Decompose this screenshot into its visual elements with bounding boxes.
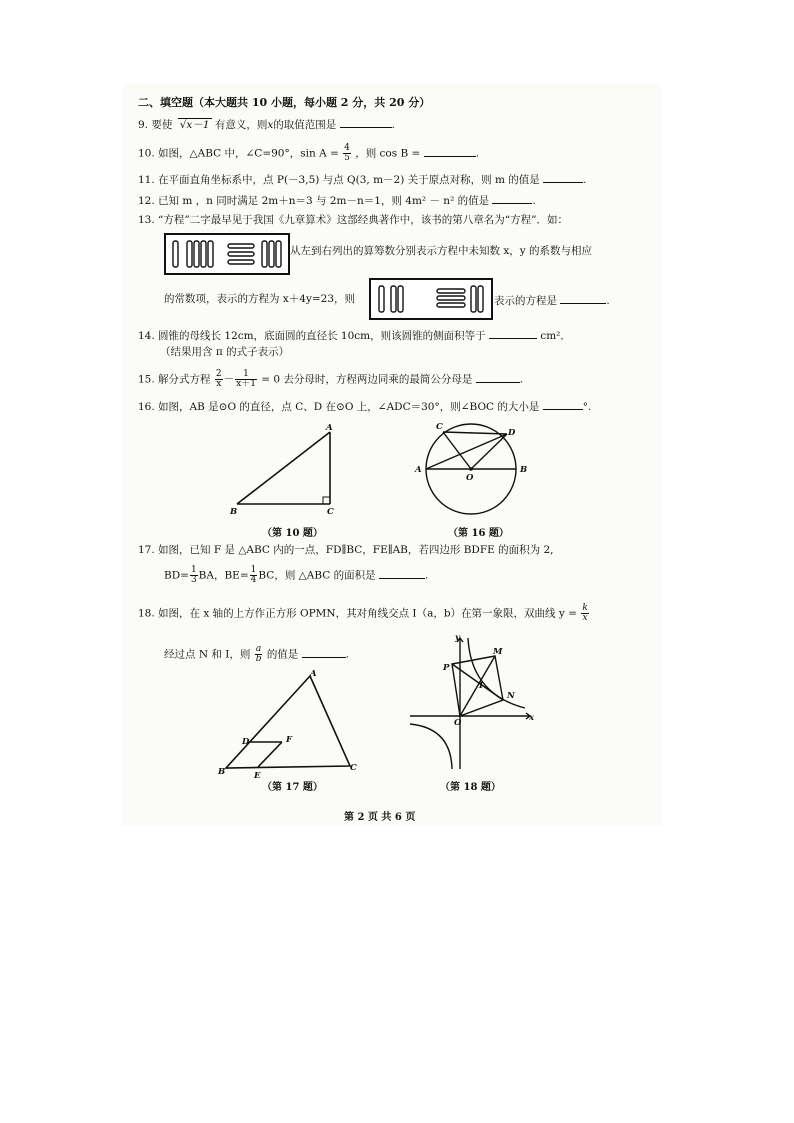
fig16-label-o: O <box>466 473 474 483</box>
answer-blank-13[interactable] <box>560 293 606 304</box>
figure-16 <box>412 420 537 520</box>
fig17-label-b: B <box>218 767 226 777</box>
figure-10-caption: （第 10 题） <box>262 528 323 539</box>
figure-17 <box>210 666 360 780</box>
figure-16-caption: （第 16 题） <box>448 528 509 539</box>
question-12: 12. 已知 m ，n 同时满足 2m＋n＝3 与 2m－n＝1，则 4m² － n² 的值是 . <box>138 195 536 207</box>
counting-rods-question-drawing <box>371 280 491 318</box>
fig17-label-e: E <box>254 771 261 781</box>
fig18-label-m: M <box>493 647 503 657</box>
question-13-line2: 从左到右列出的算筹数分别表示方程中未知数 x，y 的系数与相应 <box>290 245 593 257</box>
counting-rods-example <box>164 233 290 275</box>
answer-blank-12[interactable] <box>492 193 532 204</box>
question-13: 13. “方程”二字最早见于我国《九章算术》这部经典著作中，该书的第八章名为“方程”．如： <box>138 214 569 226</box>
fig10-label-b: B <box>230 507 238 517</box>
question-10: 10. 如图，△ABC 中，∠C=90°，sin A = $\frac{4}{5}$ ，则 cos B = . <box>138 143 480 163</box>
fig10-label-a: A <box>326 423 333 433</box>
counting-rods-question <box>369 278 493 320</box>
fig17-label-f: F <box>286 735 293 745</box>
answer-blank-14[interactable] <box>489 328 537 339</box>
fig18-label-n: N <box>507 691 515 701</box>
fig17-label-a: A <box>310 669 317 679</box>
counting-rods-example-drawing <box>166 235 288 273</box>
question-14-note: （结果用含 π 的式子表示） <box>160 346 290 358</box>
answer-blank-15[interactable] <box>476 372 520 383</box>
answer-blank-18[interactable] <box>302 647 346 658</box>
figure-18 <box>405 634 540 774</box>
question-15: 15. 解分式方程 $\frac{2}{x}$ － $\frac{1}{x+1}$ = 0 去分母时，方程两边同乘的最简公分母是 . <box>138 369 524 389</box>
question-18: 18. 如图，在 x 轴的上方作正方形 OPMN，其对角线交点 I（a，b）在第一象限，双曲线 y = $\frac{k}{x}$ <box>138 603 588 623</box>
figure-17-caption: （第 17 题） <box>262 782 323 793</box>
answer-blank-10[interactable] <box>424 146 476 157</box>
fig10-label-c: C <box>327 507 334 517</box>
fig18-label-x: x <box>529 713 535 723</box>
answer-blank-9[interactable] <box>340 117 392 128</box>
answer-blank-11[interactable] <box>543 172 583 183</box>
fig18-label-p: P <box>443 663 450 673</box>
question-17-line2: BD= $\frac{1}{3}$ BA，BE= $\frac{1}{4}$ BC，则 △ABC 的面积是 . <box>164 565 429 585</box>
fig17-label-d: D <box>242 737 250 747</box>
fig16-label-a: A <box>415 465 422 475</box>
fig18-label-i: I <box>479 681 483 691</box>
fig16-label-c: C <box>436 422 443 432</box>
fig16-label-d: D <box>508 428 516 438</box>
figure-18-caption: （第 18 题） <box>440 782 501 793</box>
question-13-line3a: 的常数项，表示的方程为 x＋4y=23，则 <box>164 293 356 305</box>
question-9: 9. 要使 √x－1 有意义，则x的取值范围是 . <box>138 119 395 131</box>
figure-10 <box>225 420 350 520</box>
question-14: 14. 圆锥的母线长 12cm，底面圆的直径长 10cm，则该圆锥的侧面积等于 cm²． <box>138 330 571 342</box>
question-16: 16. 如图，AB 是⊙O 的直径，点 C、D 在⊙O 上，∠ADC＝30°，则∠BOC 的大小是 °. <box>138 401 592 413</box>
fig17-label-c: C <box>350 763 357 773</box>
section-title: 二、填空题（本大题共 10 小题，每小题 2 分，共 20 分） <box>138 96 431 109</box>
question-18-line2: 经过点 N 和 I，则 $\frac{a}{b}$ 的值是 . <box>164 644 349 664</box>
question-11: 11. 在平面直角坐标系中，点 P(－3,5) 与点 Q(3, m－2) 关于原点对称，则 m 的值是 . <box>138 174 587 186</box>
fig16-label-b: B <box>520 465 528 475</box>
question-17: 17. 如图，已知 F 是 △ABC 内的一点，FD∥BC，FE∥AB，若四边形 BDFE 的面积为 2, <box>138 544 554 556</box>
fig18-label-o: O <box>454 718 462 728</box>
question-13-line3b: 表示的方程是 . <box>494 295 610 307</box>
fig18-label-y: y <box>455 633 460 643</box>
page-footer: 第 2 页 共 6 页 <box>344 812 416 823</box>
answer-blank-17[interactable] <box>379 568 425 579</box>
answer-blank-16[interactable] <box>543 399 583 410</box>
